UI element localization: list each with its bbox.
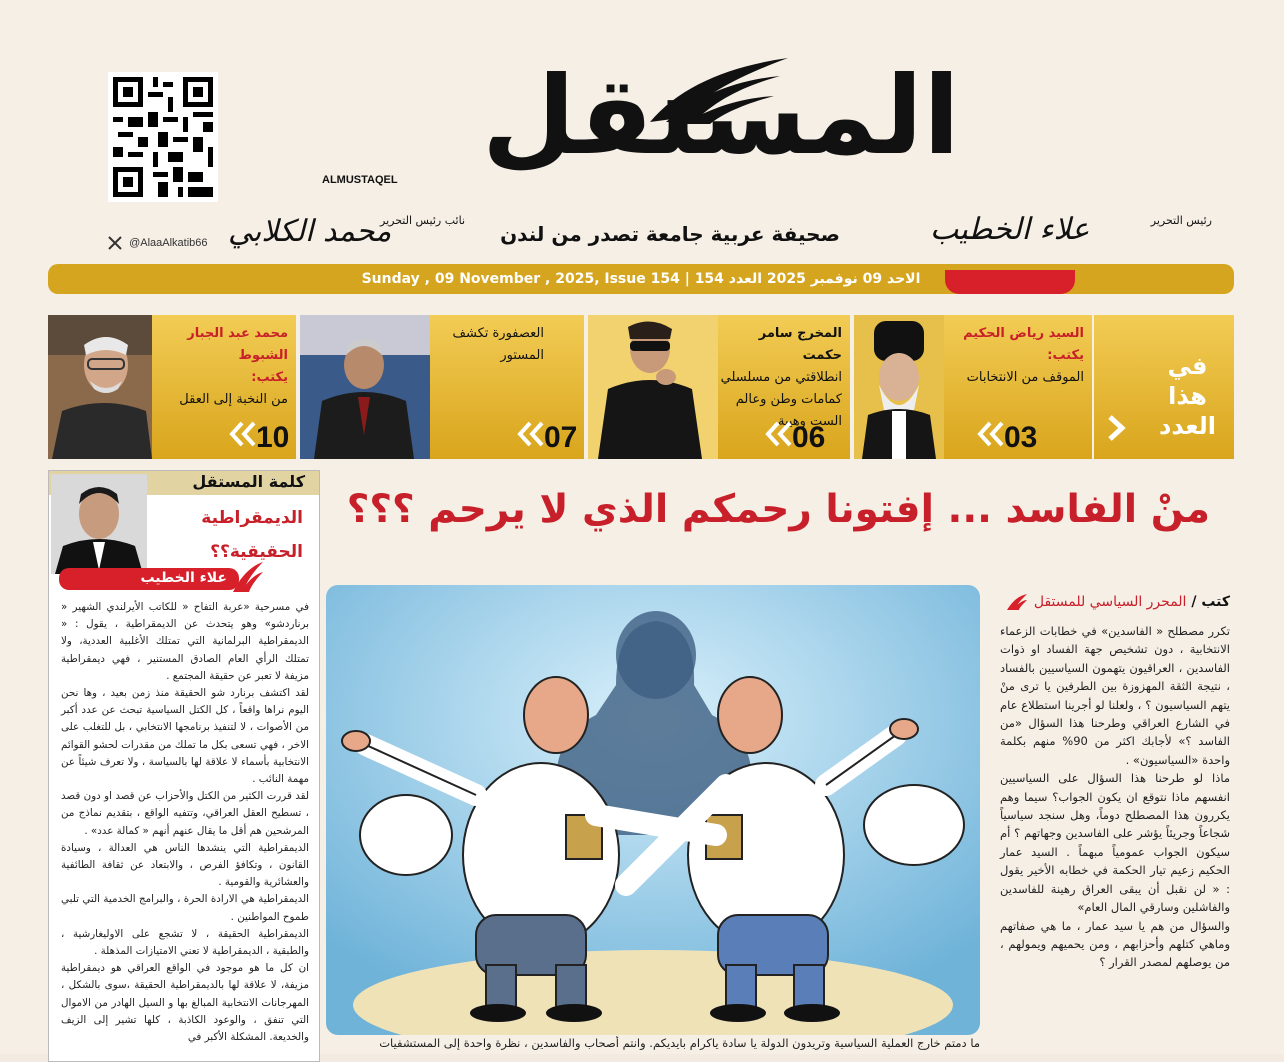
logo-arabic-wordmark: المستقل bbox=[481, 54, 960, 179]
issue-card-06-title: انطلاقتي من مسلسلي كمامات وطن وعالم الست وهيبة. bbox=[720, 370, 842, 429]
issue-card-06-photo bbox=[588, 315, 718, 459]
editorial-paragraph: لقد قررت الكثير من الكتل والأحزاب عن قصد او دون قصد ، تسطيح العقل العراقي، وتتفيه الواقع ، بتقديم نماذج من المرشحين هم أقل ما يقال عنهم أنهم « كمالة عدد» . bbox=[61, 790, 309, 837]
social-handle[interactable] bbox=[108, 236, 208, 250]
in-this-issue-strip bbox=[48, 315, 1234, 459]
byline-prefix: كتب / bbox=[1186, 594, 1230, 610]
article-paragraph: تكرر مصطلح « الفاسدين» في خطابات الزعماء الانتخابية ، دون تشخيص جهة الفساد او ذوات الفاسدين ، العراقيون يتهمون السياسيين بالفساد ، نتيجة الثقة المهزوزة بين الطرفين يا ترى منْ يتهم السياسيون ؟ ، ولعلنا لو أجرينا استطلاع عام في الشارع العراقي وطرحنا هذا السؤال «من الفاسد ؟» لأجابك اكثر من 90% منهم بكلمة واحدة «السياسيون» . bbox=[1000, 624, 1230, 767]
editorial-paragraph: في مسرحية «عربة التفاح « للكاتب الأيرلندي الشهير « برناردشو» وهو يتحدث عن الديمقراطية ، يقول : « الديمقراطية البرلمانية التي تمتلك الأغلبية العددية، ولا تمتلك الرأي العام الصادق المستنير ، فهي ديمقراطية مزيفة لا تعبر عن حقيقة المجتمع . bbox=[61, 601, 309, 682]
article-byline bbox=[1000, 592, 1230, 612]
issue-card-07-page: 07 bbox=[544, 421, 578, 454]
editorial-section-label: كلمة المستقل bbox=[192, 472, 305, 491]
masthead-logo[interactable] bbox=[320, 54, 960, 190]
issue-card-03-author: السيد رياض الحكيم يكتب: bbox=[963, 326, 1084, 363]
byline-author: المحرر السياسي للمستقل bbox=[1033, 594, 1187, 610]
editorial-paragraph: الديمقراطية هي الارادة الحرة ، والبرامج الخدمية التي تلبي طموح المواطنين . bbox=[61, 893, 309, 923]
article-paragraph: ماذا لو طرحنا هذا السؤال على السياسيين انفسهم ماذا نتوقع ان يكون الجواب؟ سيما وهم يكررون هذا المصطلح دوماً، وهل سنجد سياسياً شجاعاً وجريئاً يؤشر على الفاسدين وجهاتهم ؟ أم سيكون الجواب عمومياً مبهماً . السيد عمار الحكيم زعيم تيار الحكمة في خطابه الأخير يقول : « لن نقبل أن يبقى العراق رهينة للفاسدين والفاشلين وسارقي المال العام» bbox=[1000, 771, 1230, 915]
issue-card-10-author: محمد عبد الجبار الشبوط bbox=[187, 326, 288, 363]
article-continuation-line: ما دمتم خارج العملية السياسية وتريدون الدولة يا سادة ياكرام بايديكم. وانتم أصحاب والفاسدين ، نظرة واحدة إلى المستشفيات bbox=[379, 1036, 980, 1050]
issue-card-03-photo bbox=[854, 315, 944, 459]
wing-logo-icon bbox=[231, 560, 265, 594]
issue-card-03-title: الموقف من الانتخابات bbox=[966, 370, 1084, 385]
in-this-issue-line1: في bbox=[1167, 352, 1208, 380]
issue-card-06-author: المخرج سامر حكمت bbox=[758, 326, 842, 363]
masthead-tagline: صحيفة عربية جامعة تصدر من لندن bbox=[500, 222, 840, 246]
editorial-paragraph: الديمقراطية الحقيقة ، لا تشجع على الاوليغارشية ، والطبقية ، الديمقراطية لا تعني الامتيازات المذهلة . bbox=[61, 927, 309, 958]
editorial-title-line2: الحقيقية؟؟ bbox=[210, 542, 303, 562]
chevron-right-icon bbox=[1106, 415, 1126, 441]
red-accent-tab bbox=[945, 270, 1075, 294]
x-social-icon bbox=[108, 236, 122, 250]
social-handle-text: @AlaaAlkatib66 bbox=[129, 236, 208, 249]
editorial-author-bar bbox=[59, 568, 239, 590]
issue-card-07[interactable] bbox=[300, 315, 584, 459]
wing-logo-icon bbox=[1005, 592, 1029, 612]
editorial-paragraph: ان كل ما هو موجود في الواقع العراقي هو ديمقراطية مزيفة، لا علاقة لها بالديمقراطية الحقيقة ،سوى بالشكل ، المهرجانات الانتخابية المبالغ بها و السيل الهادر من الاموال التي تنفق ، والوعود الكاذبة ، كلها تشير إلى الزيف والخديعة. المشكلة الأكبر في bbox=[61, 962, 309, 1044]
issue-card-10-photo bbox=[48, 315, 152, 459]
editorial-author-photo bbox=[51, 474, 147, 574]
cartoon-illustration-icon bbox=[326, 585, 980, 1035]
issue-card-03-page: 03 bbox=[1004, 421, 1038, 454]
issue-card-07-photo bbox=[300, 315, 430, 459]
in-this-issue-line3: العدد bbox=[1159, 412, 1216, 440]
issue-card-07-title: العصفورة تكشف المستور bbox=[452, 326, 544, 363]
deputy-editor-signature: محمد الكلابي bbox=[228, 214, 392, 249]
issue-card-06[interactable] bbox=[588, 315, 850, 459]
editor-in-chief-signature: علاء الخطيب bbox=[930, 212, 1090, 247]
logo-latin-wordmark: ALMUSTAQEL bbox=[322, 174, 398, 186]
article-body bbox=[1000, 622, 1230, 972]
deputy-editor-label: نائب رئيس التحرير bbox=[380, 214, 466, 227]
article-paragraph: والسؤال من هم يا سيد عمار ، ما هي صفاتهم وماهي كتلهم وأحزابهم ، ومن يحميهم ويمولهم ، من يوصلهم لمصدر القرار ؟ bbox=[1000, 918, 1230, 970]
editorial-paragraph: الديمقراطية التي ينشدها الناس هي العدالة ، وسيادة القانون ، وتكافؤ الفرص ، والابتعاد عن ثقافة الطائفية والعشائرية والقومية . bbox=[61, 841, 309, 889]
main-headline[interactable]: منْ الفاسد ... إفتونا رحمكم الذي لا يرحم ؟؟؟ bbox=[346, 487, 1210, 532]
qr-code-icon[interactable] bbox=[108, 72, 218, 202]
editorial-paragraph: لقد اكتشف برنارد شو الحقيقة منذ زمن بعيد ، وها نحن اليوم نراها واقعاً ، كل الكتل السياسية تبحث عن عدد أكبر من الأصوات ، لا لتنفيذ برنامجها الانتخابي ، بل للتغلب على الاخر ، فهي تسعى بكل ما تملك من مقدرات لحشو القوائم الانتخابية بأسماء لا علاقة لها بالسياسة ، ولا تعرف شيئاً عن مهمة النائب . bbox=[61, 687, 309, 786]
editorial-column bbox=[48, 470, 320, 1062]
dateline-text: Sunday , 09 November , 2025, Issue 154 | الاحد 09 نوفمبر 2025 العدد 154 bbox=[361, 271, 921, 287]
editorial-author-name: علاء الخطيب bbox=[140, 570, 227, 586]
editor-in-chief-label: رئيس التحرير bbox=[1150, 214, 1212, 227]
issue-card-10-author-suffix: يكتب: bbox=[251, 370, 288, 385]
issue-card-10[interactable] bbox=[48, 315, 296, 459]
in-this-issue-label bbox=[1094, 315, 1234, 459]
issue-card-06-page: 06 bbox=[792, 421, 826, 454]
in-this-issue-line2: هذا bbox=[1168, 382, 1207, 410]
editorial-body bbox=[61, 599, 309, 1046]
issue-card-10-title: من النخبة إلى العقل bbox=[179, 392, 288, 407]
issue-card-10-page: 10 bbox=[256, 421, 290, 454]
issue-card-03[interactable] bbox=[854, 315, 1092, 459]
editorial-title-line1: الديمقراطية bbox=[201, 508, 303, 528]
